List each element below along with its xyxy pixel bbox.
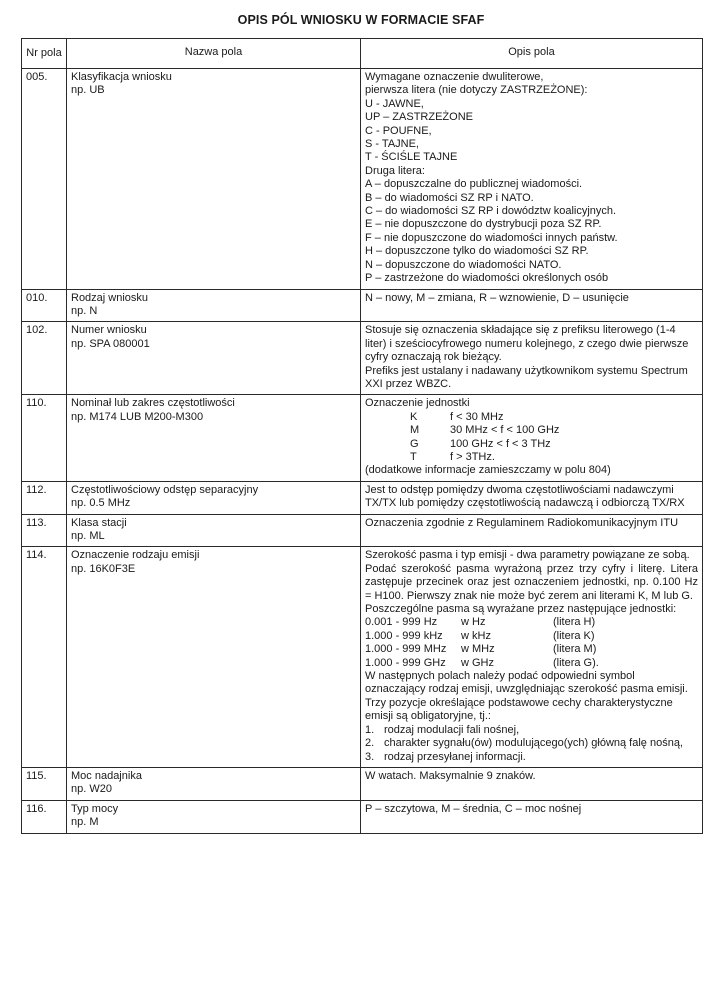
field-name-cell [67,514,361,547]
list-item [365,751,698,764]
header-name: Nazwa pola [67,39,361,69]
field-desc: W watach. Maksymalnie 9 znaków. [365,769,536,782]
band-row [365,616,698,629]
field-desc-cell [361,514,703,547]
table-row-112 [22,481,703,514]
list-item-number: 2. [365,737,375,750]
field-desc: Szerokość pasma i typ emisji - dwa parametry powiązane ze sobą. [365,549,690,562]
band-range: 1.000 - 999 kHz [365,629,443,642]
band-row [365,657,698,670]
field-example: np. 16K0F3E [71,562,136,575]
band-row [365,630,698,643]
field-name: Typ mocy [71,802,119,815]
field-name: Nominał lub zakres częstotliwości [71,397,235,410]
desc-line: A – dopuszczalne do publicznej wiadomości. [365,178,583,191]
table-row-010 [22,289,703,322]
field-desc-cell [361,481,703,514]
band-unit: w GHz [461,656,494,669]
desc-line: T - ŚCIŚLE TAJNE [365,151,458,164]
field-name-cell [67,395,361,481]
field-name: Klasyfikacja wniosku [71,71,172,83]
field-desc-cell [361,800,703,833]
fields-table [21,38,703,834]
field-example: np. M174 LUB M200-M300 [71,410,204,423]
band-unit: w Hz [461,616,486,629]
field-example: np. 0.5 MHz [71,497,131,510]
list-item [365,737,698,750]
field-name: Moc nadajnika [71,769,142,782]
desc-line: Druga litera: [365,164,425,177]
desc-line: F – nie dopuszczone do wiadomości innych państw. [365,231,618,244]
header-desc: Opis pola [361,39,703,69]
field-example: np. M [71,816,99,829]
field-desc: Oznaczenie jednostki [365,397,470,410]
field-name-cell [67,767,361,800]
unit-symbol: K [410,410,418,423]
field-nr: 116. [22,800,67,833]
table-row-005 [22,69,703,290]
band-range: 1.000 - 999 GHz [365,656,446,669]
unit-row [365,451,698,464]
table-row-110 [22,395,703,481]
field-desc: Prefiks jest ustalany i nadawany użytkownikom systemu Spectrum XXI przez WBZC. [365,364,688,390]
band-range: 0.001 - 999 Hz [365,616,438,629]
unit-range: f > 3THz. [450,450,495,463]
field-nr: 112. [22,481,67,514]
desc-line: P – zastrzeżone do wiadomości określonych osób [365,272,609,285]
field-name-cell [67,481,361,514]
desc-line: S - TAJNE, [365,138,419,151]
page-title: OPIS PÓL WNIOSKU W FORMACIE SFAF [237,13,485,27]
field-nr: 110. [22,395,67,481]
field-example: np. UB [71,84,105,97]
field-desc-cell [361,767,703,800]
desc-line: C - POUFNE, [365,124,432,137]
band-range: 1.000 - 999 MHz [365,643,447,656]
desc-line: N – dopuszczone do wiadomości NATO. [365,258,562,271]
field-name-cell [67,322,361,395]
unit-symbol: M [410,424,420,437]
band-letter: (litera G). [553,656,599,669]
field-example: np. ML [71,530,105,542]
field-desc-cell [361,395,703,481]
table-row-115 [22,767,703,800]
field-desc: Stosuje się oznaczenia składające się z prefiksu literowego (1-4 liter) i sześciocyfrowego numeru kolejnego, z czego dwie pierwsze cyfry oznaczają rok bieżący. [365,324,689,364]
field-nr: 113. [22,514,67,547]
band-unit: w kHz [461,629,491,642]
list-item-number: 1. [365,723,375,736]
header-nr: Nr pola [22,39,67,69]
desc-line: H – dopuszczone tylko do wiadomości SZ RP. [365,245,589,258]
field-example: np. N [71,304,98,317]
field-name: Numer wniosku [71,324,147,337]
table-row-113 [22,514,703,547]
field-nr: 115. [22,767,67,800]
field-desc: Oznaczenia zgodnie z Regulaminem Radiokomunikacyjnym ITU [365,516,679,529]
desc-line: C – do wiadomości SZ RP i dowództw koalicyjnych. [365,205,617,218]
field-nr: 102. [22,322,67,395]
field-nr: 114. [22,547,67,768]
field-desc-cell [361,69,703,290]
unit-range: 100 GHz < f < 3 THz [450,437,551,450]
list-item [365,724,698,737]
field-name-cell [67,547,361,768]
unit-row [365,424,698,437]
field-desc: P – szczytowa, M – średnia, C – moc nośnej [365,802,582,815]
band-row [365,643,698,656]
unit-symbol: G [410,437,419,450]
field-name: Częstotliwościowy odstęp separacyjny [71,483,259,496]
unit-range: f < 30 MHz [450,410,504,423]
field-example: np. SPA 080001 [71,337,150,350]
field-desc-cell [361,289,703,322]
unit-row [365,411,698,424]
field-desc-cell [361,547,703,768]
field-desc: Podać szerokość pasma wyrażoną przez trzy cyfry i literę. Litera zastępuje przecinek oraz jest oznaczeniem jednostki, np. 0.100 Hz = H100. Pierwszy znak nie może być zerem ani literami K, M lub G. [365,562,698,602]
table-row-102 [22,322,703,395]
field-example: np. W20 [71,783,112,796]
list-item-text: rodzaj przesyłanej informacji. [384,750,526,763]
unit-row [365,438,698,451]
field-name-cell [67,289,361,322]
band-letter: (litera K) [553,629,595,642]
desc-line: pierwsza litera (nie dotyczy ZASTRZEŻONE): [365,84,588,97]
unit-symbol: T [410,450,417,463]
field-name-cell [67,800,361,833]
field-nr: 010. [22,289,67,322]
field-desc: Jest to odstęp pomiędzy dwoma częstotliwościami nadawczymi TX/TX lub pomiędzy częstotliwością nadawczą i odbiorczą TX/RX [365,483,685,510]
field-nr: 005. [22,69,67,290]
desc-line: UP – ZASTRZEŻONE [365,111,473,124]
unit-range: 30 MHz < f < 100 GHz [450,424,560,437]
list-item-text: charakter sygnału(ów) modulującego(ych) główną falę nośną, [384,737,683,750]
field-desc: Poszczególne pasma są wyrażane przez następujące jednostki: [365,603,677,616]
field-name: Rodzaj wniosku [71,291,149,304]
field-name: Oznaczenie rodzaju emisji [71,549,200,562]
table-row-116 [22,800,703,833]
field-note: (dodatkowe informacje zamieszczamy w polu 804) [365,464,611,477]
desc-line: B – do wiadomości SZ RP i NATO. [365,191,534,204]
band-letter: (litera H) [553,616,596,629]
list-item-number: 3. [365,750,375,763]
band-unit: w MHz [461,643,495,656]
field-desc-cell [361,322,703,395]
field-desc: N – nowy, M – zmiana, R – wznowienie, D – usunięcie [365,291,629,304]
table-header-row [22,39,703,69]
desc-line: Wymagane oznaczenie dwuliterowe, [365,71,544,83]
list-item-text: rodzaj modulacji fali nośnej, [384,723,520,736]
band-letter: (litera M) [553,643,597,656]
field-name-cell [67,69,361,290]
desc-line: E – nie dopuszczone do dystrybucji poza SZ RP. [365,218,602,231]
desc-line: U - JAWNE, [365,97,424,110]
table-row-114 [22,547,703,768]
field-name: Klasa stacji [71,516,127,529]
field-desc: W następnych polach należy podać odpowiedni symbol oznaczający rodzaj emisji, uwzględniając szerokość pasma emisji. Trzy pozycje określające podstawowe cechy charakterystyczne emisji są obligatoryjne, tj.: [365,670,688,723]
